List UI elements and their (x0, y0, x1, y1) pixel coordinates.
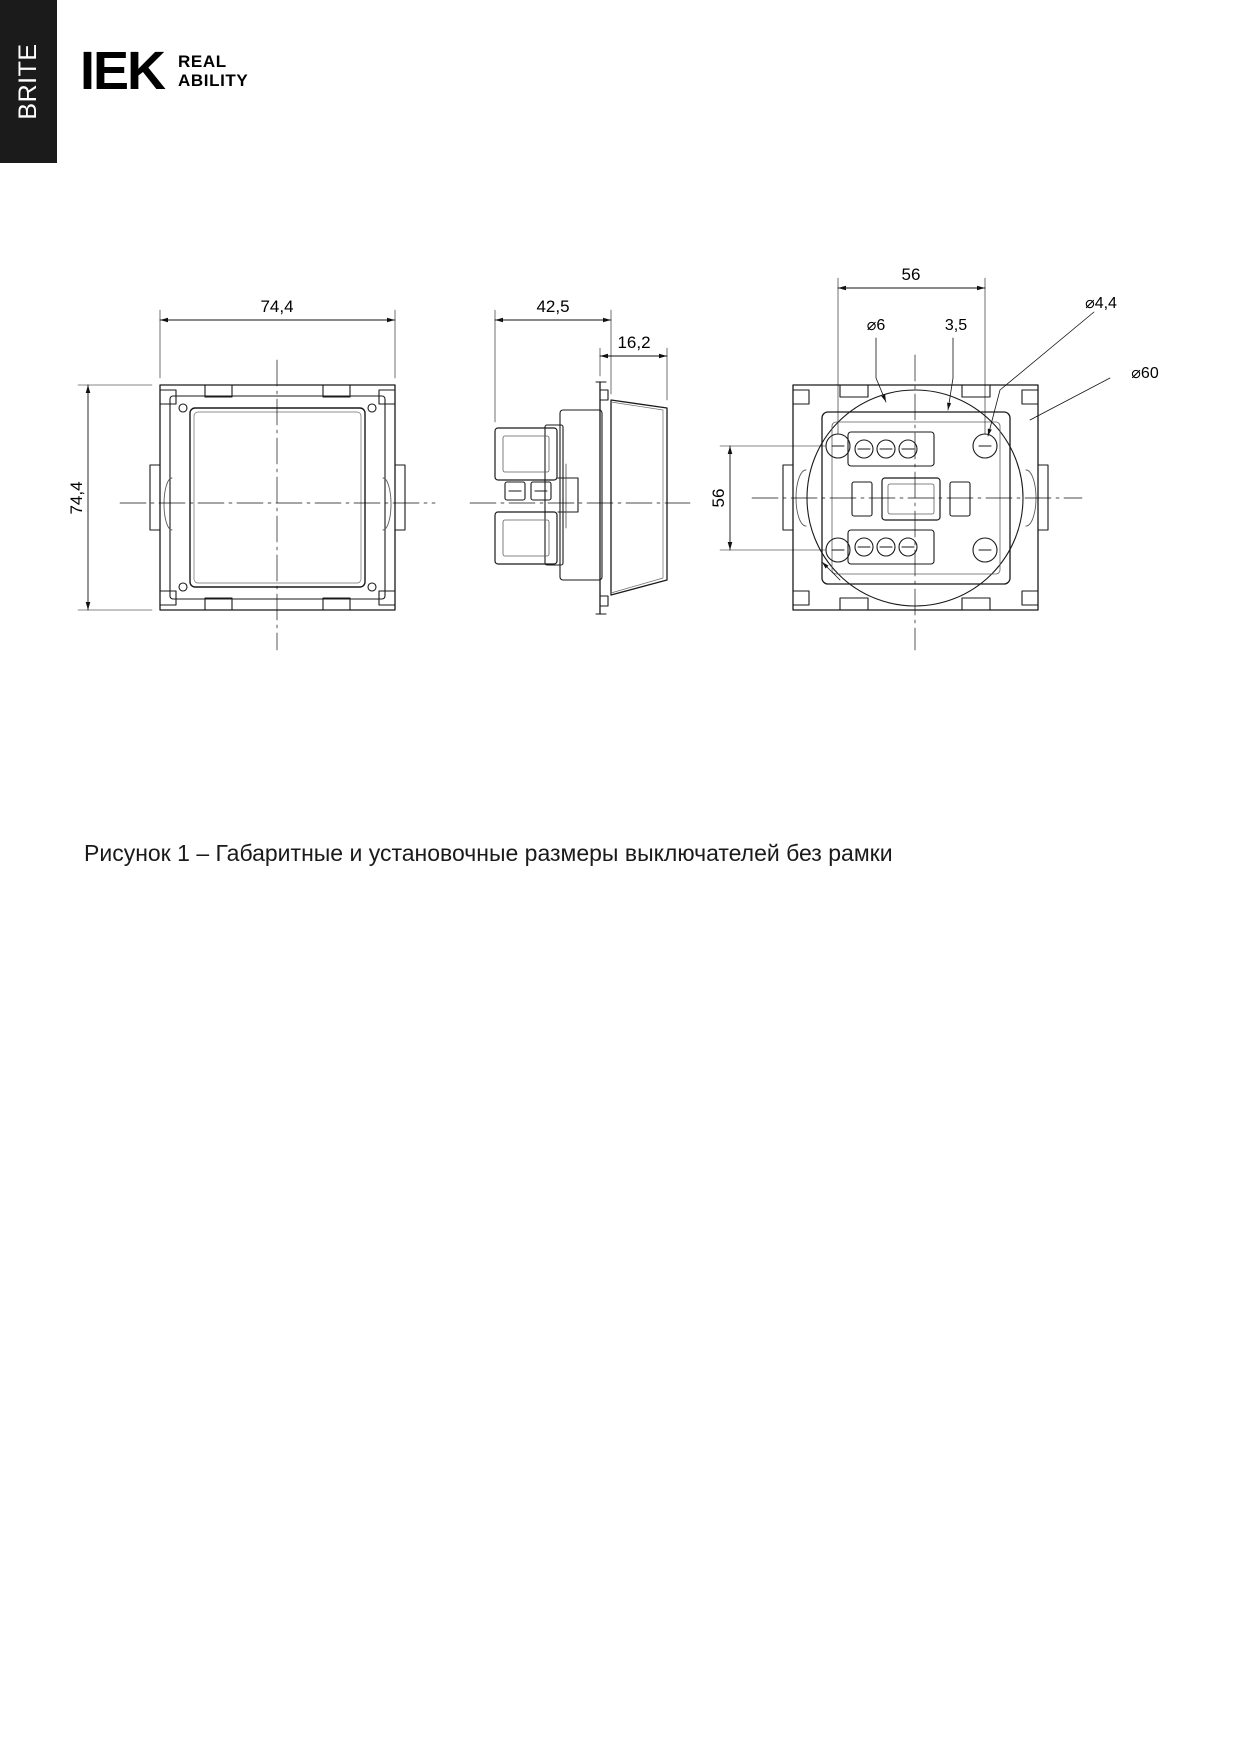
logo-tagline (178, 52, 248, 90)
side-view (470, 310, 690, 614)
dim-front-width: 74,4 (260, 297, 294, 316)
brand-logo (80, 36, 248, 106)
logo-wordmark: IEK (80, 41, 165, 101)
series-tab-label: BRITE (14, 43, 42, 120)
dim-front-height: 74,4 (67, 481, 86, 515)
technical-drawing (0, 250, 1241, 720)
drawing-canvas (0, 250, 1241, 720)
page-header (0, 0, 1241, 163)
dim-rear-width: 56 (901, 265, 921, 284)
dim-rear-height: 56 (709, 488, 728, 508)
dim-offset-35: 3,5 (944, 317, 968, 334)
series-tab (0, 0, 57, 163)
dim-side-body-depth: 16,2 (617, 333, 651, 352)
figure-caption: Рисунок 1 – Габаритные и установочные размеры выключателей без рамки (84, 840, 893, 866)
front-view (78, 310, 435, 650)
dim-side-depth: 42,5 (536, 297, 570, 316)
dim-hole-d6: ⌀6 (866, 317, 886, 334)
logo-tagline-line2: ABILITY (178, 71, 249, 90)
dim-hole-d44: ⌀4,4 (1085, 295, 1117, 312)
rear-view (720, 278, 1110, 650)
dim-hole-d60: ⌀60 (1131, 365, 1159, 382)
dimension-labels (67, 265, 1159, 515)
logo-tagline-line1: REAL (178, 51, 227, 71)
